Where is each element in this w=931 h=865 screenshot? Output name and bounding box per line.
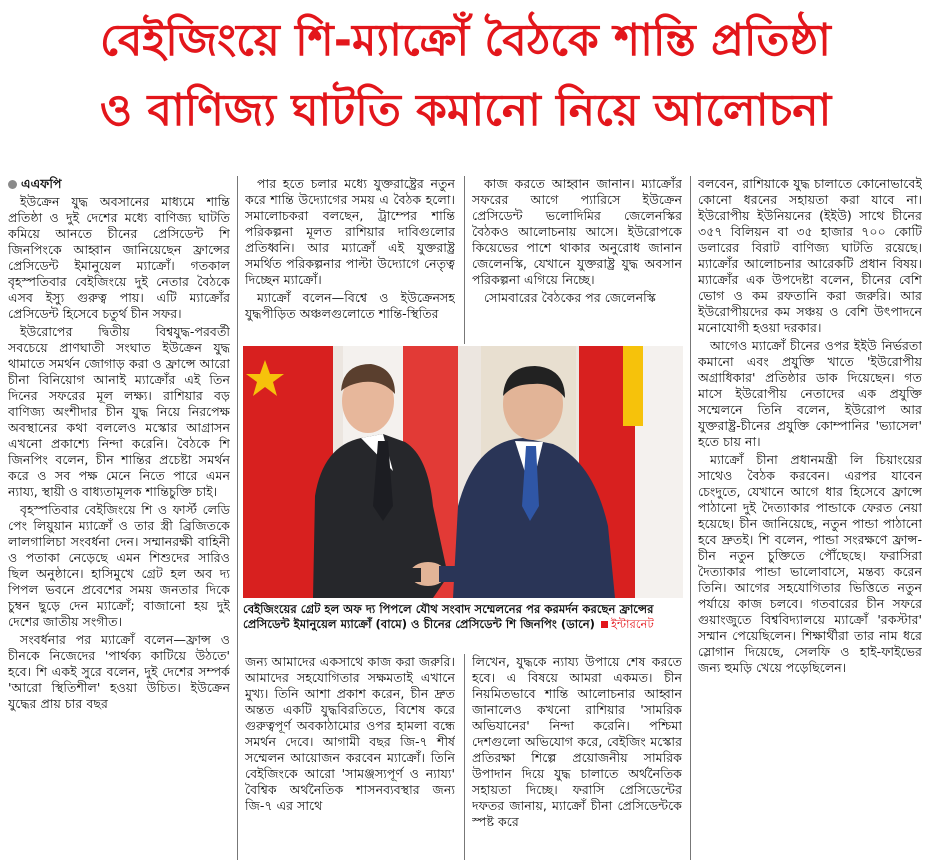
paragraph: জন্য আমাদের একসাথে কাজ করা জরুরি। আমাদের সহযোগিতার সক্ষমতাই এখানে মুখ্য। তিনি আশা প্রকাশ করেন, চীন দ্রুত অন্তত একটি যুদ্ধবিরতিতে, বিশেষ করে গুরুত্বপূর্ণ অবকাঠামোর ওপর হামলা বন্ধে সমর্থন দেবে। আগামী বছর জি-৭ শীর্ষ সম্মেলন আয়োজন করবেন ম্যাক্রোঁ। তিনি বেইজিংকে আরো 'সামঞ্জস্যপূর্ণ ও ন্যায্য' বৈশ্বিক অর্থনৈতিক শাসনব্যবস্থার জন্য জি-৭ এর সাথে (245, 654, 455, 813)
article-column-2-top (245, 176, 455, 342)
paragraph: ম্যাক্রোঁ চীনা প্রধানমন্ত্রী লি চিয়াংয়ের সাথেও বৈঠক করবেন। এরপর যাবেন চেংদুতে, যেখানে আগে ধার হিসেবে ফ্রান্সে পাঠানো দুই দৈত্যাকার পান্ডাকে ফেরত নেয়া হয়েছে। চীন জানিয়েছে, নতুন পান্ডা পাঠানো হবে দ্রুতই। শি বলেন, পান্ডা সংরক্ষণে ফ্রান্স-চীন নতুন চুক্তিতে পৌঁছেছে। ফরাসিরা দৈত্যাকার পান্ডা ভালোবাসে, মন্তব্য করেন তিনি। আগের সহযোগিতার ভিত্তিতে নতুন পর্যায়ে কাজ চলবে। গতবারের চীন সফরে গুয়াংজুতে বিশ্ববিদ্যালয়ে ম্যাক্রোঁ 'রকস্টার' সম্মান পেয়েছিলেন। শিক্ষার্থীরা তার নাম ধরে স্লোগান দিয়েছে, সেলফি ও হাই-ফাইভের জন্য হুমড়ি খেয়ে পড়েছিলেন। (698, 452, 922, 675)
news-photo (243, 346, 683, 598)
column-divider (464, 176, 465, 344)
paragraph: সংবর্ধনার পর ম্যাক্রোঁ বলেন—ফ্রান্স ও চীনকে নিজেদের 'পার্থক্য কাটিয়ে উঠতে' হবে। শি একই সুরে বলেন, দুই দেশের সম্পর্ক 'আরো স্থিতিশীল' হওয়া উচিত। ইউক্রেন যুদ্ধের প্রায় চার বছর (8, 632, 230, 711)
paragraph: কাজ করতে আহ্বান জানান। ম্যাক্রোঁর সফরের আগে প্যারিসে ইউক্রেন প্রেসিডেন্ট ভলোদিমির জেলেনস্কির বৈঠকও আলোচনায় আসে। ইউরোপকে কিয়েভের পাশে থাকার অনুরোধ জানান জেলেনস্কি, যেখানে যুক্তরাষ্ট্র যুদ্ধ অবসান পরিকল্পনা এগিয়ে নিচ্ছে। (472, 176, 682, 287)
paragraph: ম্যাক্রোঁ বলেন—বিশ্বে ও ইউক্রেনসহ যুদ্ধপীড়িত অঞ্চলগুলোতে শান্তি-স্থিতির (245, 290, 455, 321)
paragraph: লিখেন, যুদ্ধকে ন্যায্য উপায়ে শেষ করতে হবে। এ বিষয়ে আমরা একমত। চীন নিয়মিতভাবে শান্তি আলোচনার আহ্বান জানালেও কখনো রাশিয়ার 'সামরিক অভিযানের' নিন্দা করেনি। পশ্চিমা দেশগুলো অভিযোগ করে, বেইজিং মস্কোর প্রতিরক্ষা শিল্পে প্রয়োজনীয় সামরিক উপাদান দিয়ে যুদ্ধ চালাতে অর্থনৈতিক সহায়তা দিচ্ছে। ফরাসি প্রেসিডেন্টের দফতর জানায়, ম্যাক্রোঁ চীনা প্রেসিডেন্টকে স্পষ্ট করে (472, 654, 682, 829)
bullet-icon (8, 180, 17, 189)
paragraph: সোমবারের বৈঠকের পর জেলেনস্কি (484, 290, 656, 305)
column-divider (237, 176, 238, 860)
article-column-4 (698, 176, 922, 860)
column-divider (464, 654, 465, 860)
photo-caption: বেইজিংয়ের গ্রেট হল অফ দ্য পিপলে যৌথ সংবাদ সম্মেলনের পর করমর্দন করছেন ফ্রান্সের প্রেসিডেন্ট ইমানুয়েল ম্যাক্রোঁ (বামে) ও চীনের প্রেসিডেন্ট শি জিনপিং (ডানে) ইন্টারনেট (243, 602, 654, 631)
article-column-3-bottom (472, 654, 682, 860)
byline: এএফপি (8, 176, 230, 192)
paragraph: ইউক্রেন যুদ্ধ অবসানের মাধ্যমে শান্তি প্রতিষ্ঠা ও দুই দেশের মধ্যে বাণিজ্য ঘাটতি কমিয়ে আনতে চীনের প্রেসিডেন্ট শি জিনপিংকে আহ্বান জানিয়েছেন ফ্রান্সের প্রেসিডেন্ট ইমানুয়েল ম্যাক্রোঁ। গতকাল বৃহস্পতিবার বেইজিংয়ে দুই নেতার বৈঠকে এসব ইস্যু গুরুত্ব পায়। এটি ম্যাক্রোঁর প্রেসিডেন্ট হিসেবে চতুর্থ চীন সফর। (8, 194, 230, 321)
column-divider (690, 176, 691, 860)
paragraph: পার হতে চলার মধ্যে যুক্তরাষ্ট্রের নতুন করে শান্তি উদ্যোগের সময় এ বৈঠক হলো। সমালোচকরা বলছেন, ট্রাম্পের শান্তি পরিকল্পনা মূলত রাশিয়ার দাবিগুলোর প্রতিধ্বনি। আর ম্যাক্রোঁ এই যুক্তরাষ্ট্র সমর্থিত পরিকল্পনার পাল্টা উদ্যোগে নেতৃত্ব দিচ্ছেন ম্যাক্রোঁ। (245, 176, 455, 287)
paragraph: আগেও ম্যাক্রোঁ চীনের ওপর ইইউ নির্ভরতা কমানো এবং প্রযুক্তি খাতে 'ইউরোপীয় অগ্রাধিকার' প্রতিষ্ঠার ডাক দিয়েছেন। গত মাসে ইউরোপীয় নেতাদের এক প্রযুক্তি সম্মেলনে তিনি বলেন, ইউরোপ আর যুক্তরাষ্ট্র-চীনের প্রযুক্তি কোম্পানির 'ভ্যাসেল' হতে চায় না। (698, 338, 922, 449)
headline-line-1: বেইজিংয়ে শি-ম্যাক্রোঁ বৈঠকে শান্তি প্রতিষ্ঠা (100, 15, 831, 66)
paragraph: বলবেন, রাশিয়াকে যুদ্ধ চালাতে কোনোভাবেই কোনো ধরনের সহায়তা করা যাবে না। ইউরোপীয় ইউনিয়নের (ইইউ) সাথে চীনের ৩৫৭ বিলিয়ন বা ৩৫ হাজার ৭০০ কোটি ডলারের বিরাট বাণিজ্য ঘাটতি রয়েছে। ম্যাক্রোঁর আলোচনার আরেকটি প্রধান বিষয়। ম্যাক্রোঁর এক উপদেষ্টা বলেন, চীনের বেশি ভোগ ও কম রফতানি করা জরুরি। আর ইউরোপীয়দের কম সঞ্চয় ও বেশি উৎপাদনে মনোযোগী হওয়া দরকার। (698, 176, 922, 335)
square-bullet-icon (601, 621, 608, 628)
article-column-1 (8, 176, 230, 860)
paragraph: বৃহস্পতিবার বেইজিংয়ে শি ও ফার্স্ট লেডি পেং লিয়ুয়ান ম্যাক্রোঁ ও তার স্ত্রী ব্রিজিতকে লালগালিচা সংবর্ধনা দেন। সম্মানরক্ষী বাহিনী ও পতাকা নেড়েছে এমন শিশুদের সারিও ছিল অনুষ্ঠানে। হাসিমুখে গ্রেট হল অব দ্য পিপল ভবনে প্রবেশের সময় জনতার দিকে চুম্বন ছুড়ে দেন ম্যাক্রোঁ; বাজানো হয় দুই দেশের জাতীয় সংগীত। (8, 502, 230, 629)
article-column-2-bottom (245, 654, 455, 860)
photo-source: ইন্টারনেট (610, 617, 654, 631)
paragraph: ইউরোপের দ্বিতীয় বিশ্বযুদ্ধ-পরবর্তী সবচেয়ে প্রাণঘাতী সংঘাত ইউক্রেন যুদ্ধ থামাতে সমর্থন জোগাড় করা ও ফ্রান্সে আরো চীনা বিনিয়োগ আনাই ম্যাক্রোঁর এই তিন দিনের সফরের মূল লক্ষ্য। রাশিয়ার বড় বাণিজ্য অংশীদার চীন যুদ্ধ নিয়ে নিরপেক্ষ অবস্থানের কথা বললেও মস্কোর আগ্রাসন এখনো প্রকাশ্যে নিন্দা করেনি। বৈঠকে শি জিনপিং বলেন, চীন শান্তির প্রচেষ্টা সমর্থন করে ও সব পক্ষ মেনে নিতে পারে এমন ন্যায্য, স্থায়ী ও বাধ্যতামূলক শান্তিচুক্তি চাই। (8, 324, 230, 499)
headline-line-2: ও বাণিজ্য ঘাটতি কমানো নিয়ে আলোচনা (99, 85, 832, 136)
article-column-3-top (472, 176, 682, 342)
handshake-photo-illustration (243, 346, 683, 598)
